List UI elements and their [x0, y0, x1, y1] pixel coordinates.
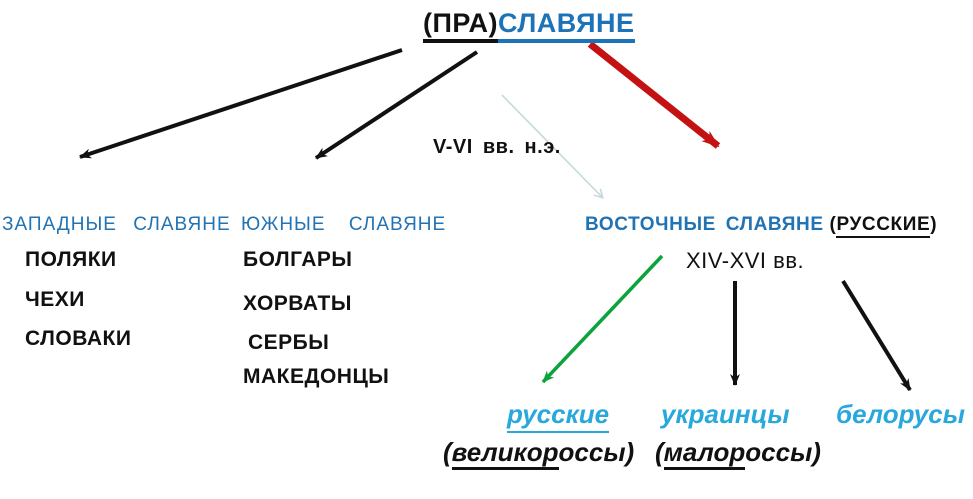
- velikorossy-label: [443, 437, 634, 468]
- velikorossy-close: ): [625, 437, 635, 467]
- title-prefix: (ПРА): [423, 8, 498, 43]
- eastern-slavs-header: [585, 214, 937, 236]
- velikorossy-rest: оссы: [558, 437, 626, 467]
- eastern-slavs-header-text: ВОСТОЧНЫЕ СЛАВЯНЕ: [585, 214, 824, 235]
- malorossy-underlined: малор: [664, 437, 746, 470]
- malorossy-close: ): [812, 437, 821, 467]
- list-item-poles: ПОЛЯКИ: [25, 248, 117, 271]
- arrow-to-russians: [543, 256, 662, 382]
- list-item-bulgarians: БОЛГАРЫ: [243, 248, 353, 271]
- arrow-to-western-slavs: [80, 50, 402, 157]
- malorossy-rest: оссы: [745, 437, 813, 467]
- western-slavs-header: ЗАПАДНЫЕ СЛАВЯНЕ: [2, 214, 231, 235]
- malorossy-label: [655, 437, 821, 468]
- velikorossy-open: (: [443, 437, 452, 467]
- southern-slavs-header: ЮЖНЫЕ СЛАВЯНЕ: [241, 214, 447, 235]
- migration-era-label: V-VI вв. н.э.: [433, 136, 561, 158]
- list-item-serbs: СЕРБЫ: [248, 331, 330, 354]
- list-item-croats: ХОРВАТЫ: [243, 292, 352, 315]
- page-title: [423, 8, 635, 39]
- eastern-era-label: XIV-XVI вв.: [686, 248, 805, 273]
- eastern-alt-open: (: [829, 214, 837, 235]
- eastern-alt-name: РУССКИЕ: [836, 214, 930, 238]
- belarusians-label: белорусы: [836, 399, 965, 429]
- ukrainians-label: украинцы: [661, 399, 790, 429]
- arrow-to-eastern-slavs: [590, 44, 718, 146]
- title-main: СЛАВЯНЕ: [498, 8, 635, 43]
- malorossy-open: (: [655, 437, 664, 467]
- list-item-czechs: ЧЕХИ: [25, 288, 85, 311]
- arrow-to-belarusians: [843, 281, 910, 390]
- list-item-macedonians: МАКЕДОНЦЫ: [243, 365, 390, 388]
- eastern-alt-close: ): [930, 214, 938, 235]
- velikorossy-underlined: великор: [452, 437, 559, 470]
- list-item-slovaks: СЛОВАКИ: [25, 327, 132, 350]
- russians-label: русские: [507, 399, 609, 433]
